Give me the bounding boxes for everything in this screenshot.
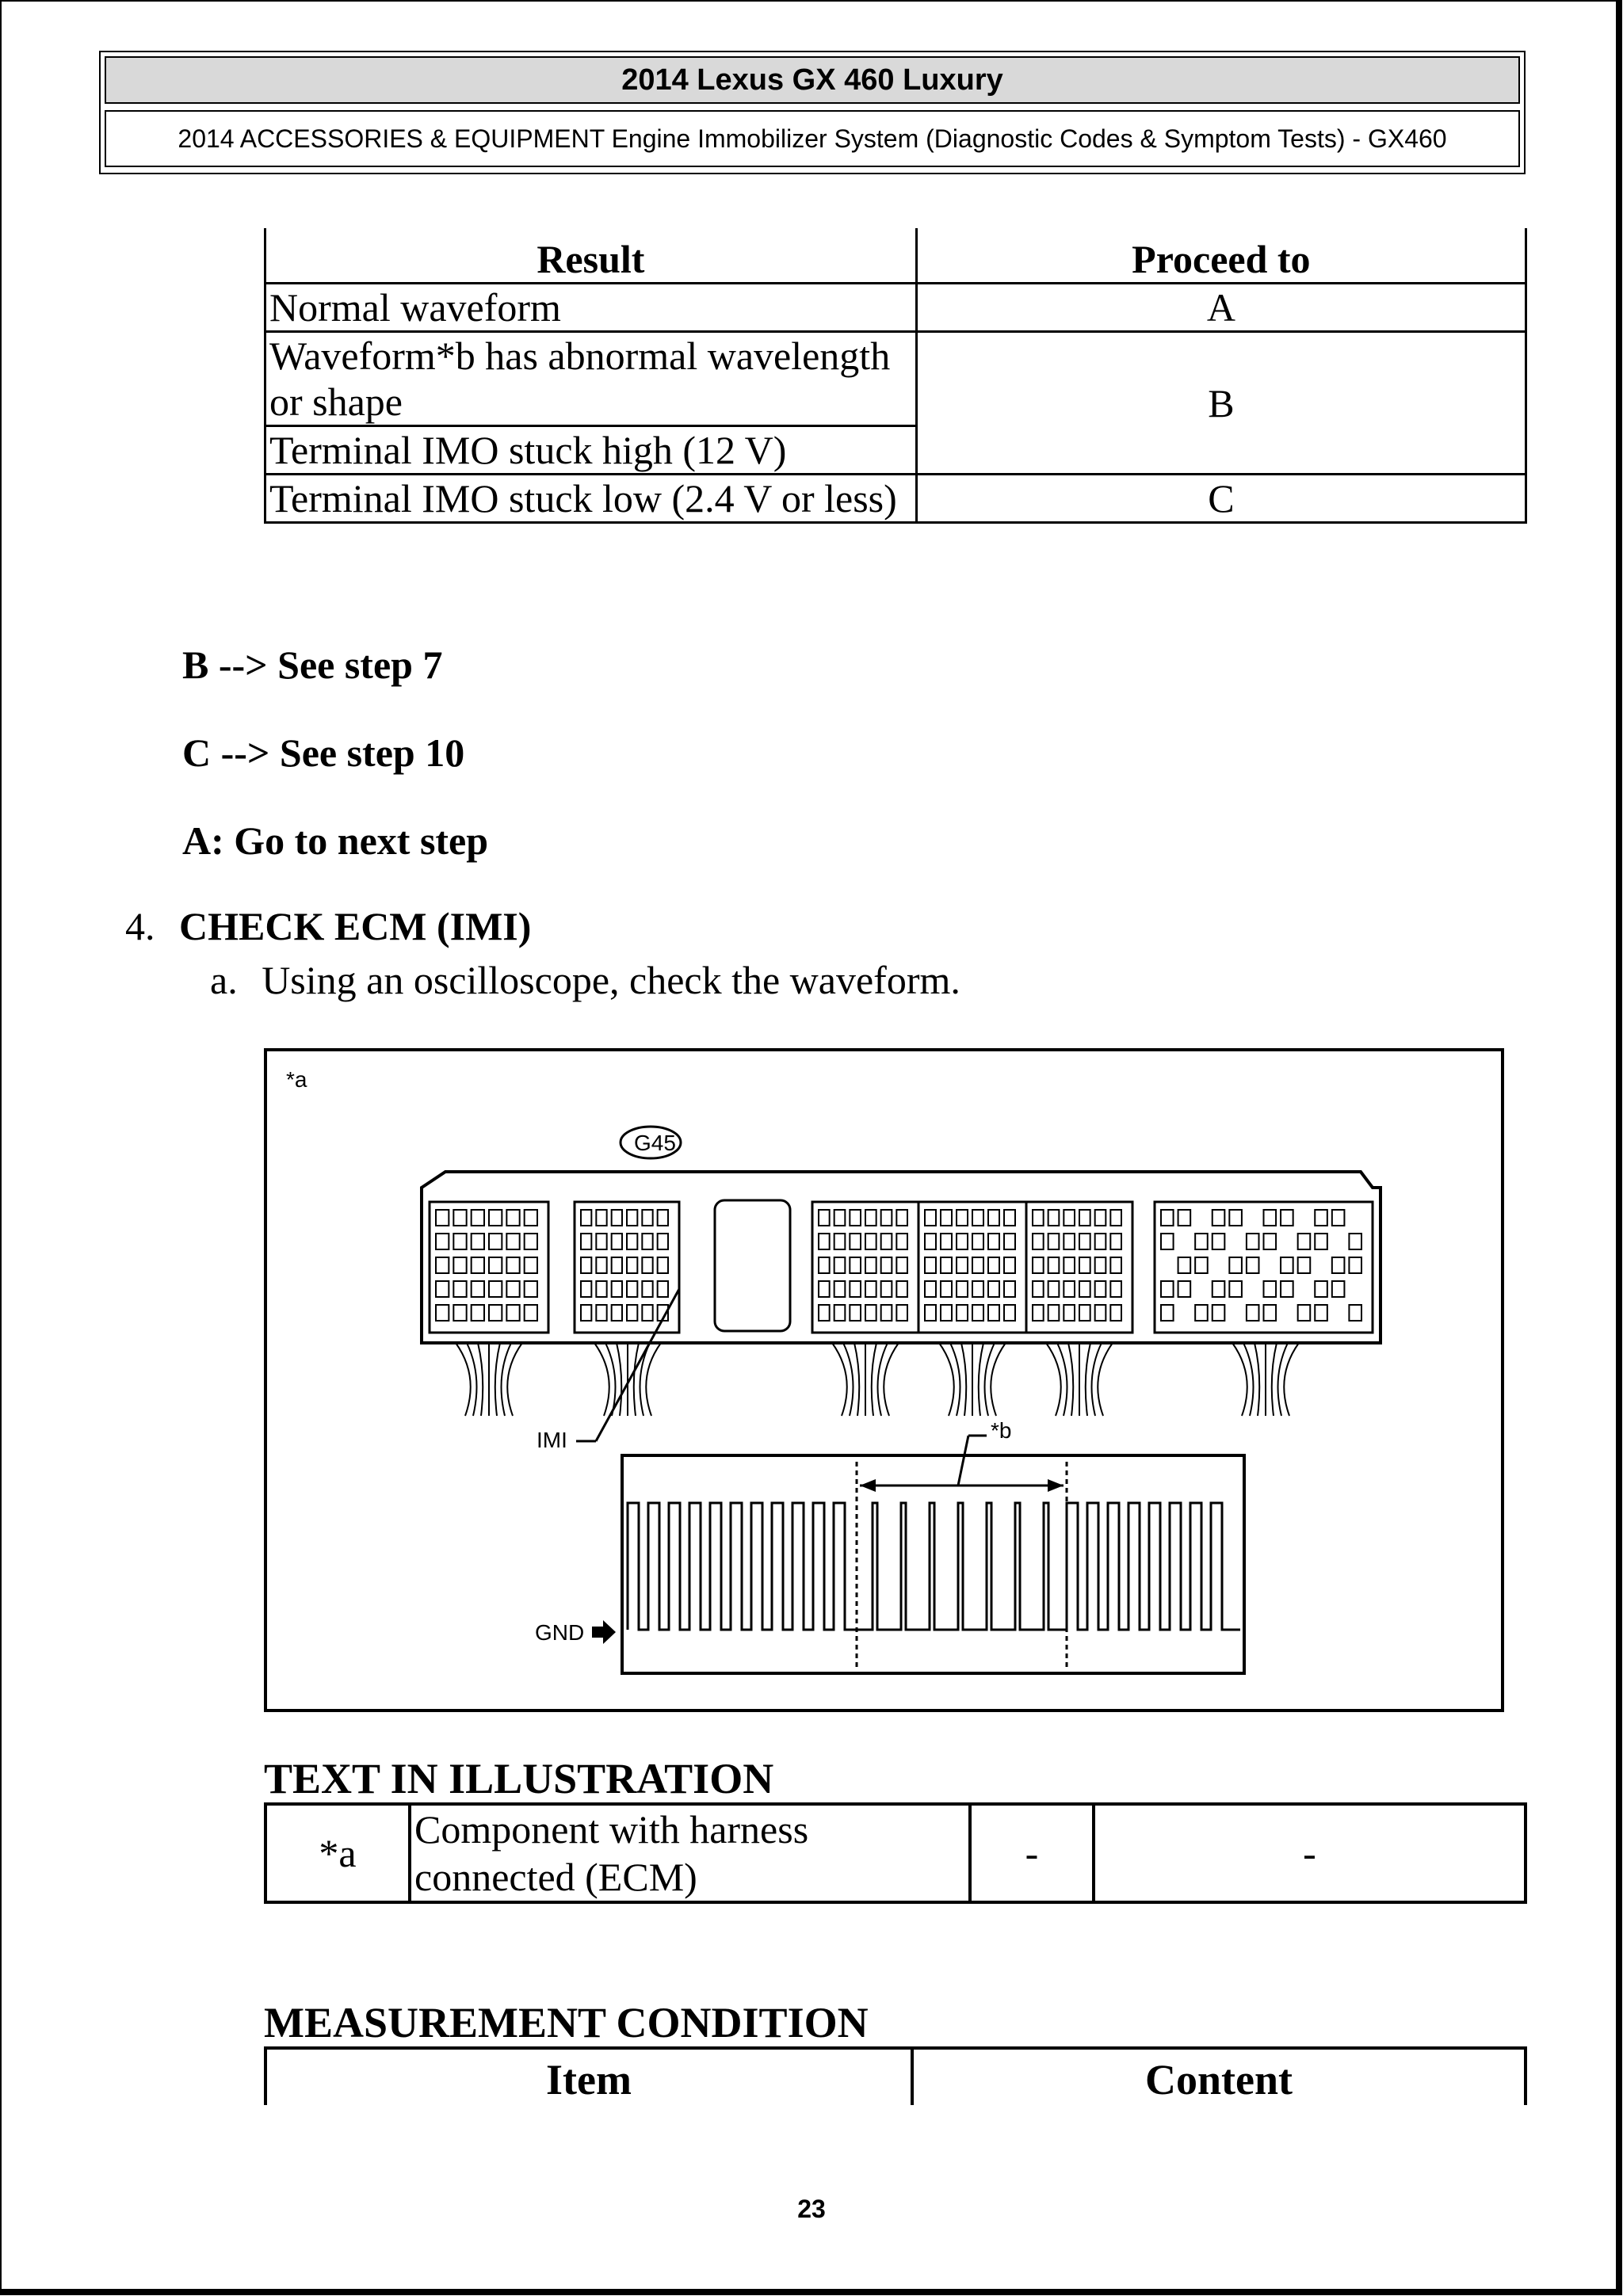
- connector-pin: [627, 1281, 637, 1297]
- harness-wire: [456, 1343, 471, 1416]
- connector-pin: [658, 1234, 668, 1249]
- connector-pin: [1264, 1234, 1277, 1249]
- connector-pin: [1212, 1305, 1225, 1321]
- harness-wire: [1046, 1343, 1061, 1416]
- connector-pin: [1315, 1234, 1327, 1249]
- connector-pin: [453, 1210, 466, 1226]
- connector-pin: [525, 1257, 537, 1273]
- col3-cell: -: [970, 1804, 1094, 1902]
- connector-pin: [1110, 1210, 1121, 1226]
- connector-pin: [881, 1305, 892, 1321]
- connector-pin: [1247, 1257, 1259, 1273]
- harness-wire: [594, 1343, 609, 1416]
- connector-pin: [957, 1305, 968, 1321]
- connector-pin: [1195, 1257, 1208, 1273]
- connector-pin: [1349, 1305, 1361, 1321]
- connector-pin: [1004, 1234, 1015, 1249]
- connector-pin: [819, 1210, 830, 1226]
- connector-pin: [472, 1305, 484, 1321]
- connector-pin: [834, 1281, 846, 1297]
- connector-pin: [1178, 1210, 1191, 1226]
- text-in-illustration-table: [264, 1802, 1527, 1904]
- connector-pin: [881, 1234, 892, 1249]
- connector-pin: [658, 1281, 668, 1297]
- step-number: 4.: [125, 904, 155, 948]
- connector-pin: [865, 1257, 876, 1273]
- connector-pin: [627, 1305, 637, 1321]
- connector-pin: [472, 1234, 484, 1249]
- text-in-illustration-title: TEXT IN ILLUSTRATION: [264, 1755, 774, 1802]
- connector-pin: [1110, 1281, 1121, 1297]
- connector-pin: [489, 1210, 502, 1226]
- harness-wire: [1284, 1343, 1299, 1416]
- connector-pin: [1048, 1257, 1060, 1273]
- connector-pin: [525, 1281, 537, 1297]
- connector-pin: [525, 1305, 537, 1321]
- harness-wire: [646, 1343, 661, 1416]
- connector-pin: [1264, 1305, 1277, 1321]
- connector-pin: [627, 1234, 637, 1249]
- connector-pin: [1247, 1305, 1259, 1321]
- connector-pin: [1161, 1305, 1174, 1321]
- connector-pin: [941, 1257, 952, 1273]
- branch-a: A: Go to next step: [182, 818, 489, 863]
- connector-pin: [453, 1257, 466, 1273]
- connector-pin: [988, 1210, 999, 1226]
- connector-pin: [1281, 1210, 1293, 1226]
- connector-pin: [596, 1281, 606, 1297]
- connector-pin: [941, 1234, 952, 1249]
- connector-pin: [453, 1305, 466, 1321]
- connector-pin: [896, 1257, 907, 1273]
- table-row: [265, 332, 1526, 426]
- connector-pin: [925, 1210, 936, 1226]
- connector-pin: [1298, 1234, 1311, 1249]
- item-header: Item: [265, 2048, 912, 2105]
- harness-wire: [979, 1343, 983, 1416]
- connector-pin: [1033, 1281, 1044, 1297]
- connector-pin: [1315, 1281, 1327, 1297]
- connector-pin: [1079, 1234, 1090, 1249]
- connector-pin: [1095, 1281, 1106, 1297]
- connector-pin: [1281, 1257, 1293, 1273]
- connector-pin: [850, 1210, 861, 1226]
- connector-pin: [506, 1281, 519, 1297]
- connector-pin: [1064, 1210, 1075, 1226]
- connector-pin: [1229, 1210, 1242, 1226]
- connector-pin: [642, 1281, 652, 1297]
- connector-pin: [1033, 1257, 1044, 1273]
- connector-pin: [1349, 1234, 1361, 1249]
- proceed-cell: B: [916, 332, 1526, 475]
- connector-pin: [1110, 1305, 1121, 1321]
- connector-pin: [506, 1257, 519, 1273]
- connector-pin: [834, 1234, 846, 1249]
- connector-pin: [525, 1210, 537, 1226]
- harness-wire: [1068, 1343, 1073, 1416]
- connector-pin: [1064, 1281, 1075, 1297]
- connector-pin: [925, 1234, 936, 1249]
- connector-pin: [1095, 1305, 1106, 1321]
- connector-pin: [1332, 1210, 1345, 1226]
- connector-pin: [1048, 1305, 1060, 1321]
- connector-pin: [1264, 1281, 1277, 1297]
- connector-pin: [525, 1234, 537, 1249]
- connector-pin: [834, 1305, 846, 1321]
- connector-pin: [972, 1234, 983, 1249]
- connector-pin: [896, 1210, 907, 1226]
- connector-pin: [865, 1281, 876, 1297]
- connector-pin: [925, 1305, 936, 1321]
- connector-pin: [436, 1257, 449, 1273]
- connector-label: G45: [634, 1131, 676, 1155]
- connector-pin: [896, 1281, 907, 1297]
- harness-wire: [1232, 1343, 1247, 1416]
- connector-pin: [1110, 1234, 1121, 1249]
- measurement-title: MEASUREMENT CONDITION: [264, 1999, 869, 2046]
- connector-pin: [941, 1305, 952, 1321]
- connector-pin: [941, 1281, 952, 1297]
- harness-wire: [832, 1343, 847, 1416]
- connector-pin: [1195, 1305, 1208, 1321]
- connector-pin: [957, 1210, 968, 1226]
- connector-pin: [1004, 1305, 1015, 1321]
- connector-pin: [1004, 1281, 1015, 1297]
- result-cell: Terminal IMO stuck low (2.4 V or less): [265, 475, 917, 523]
- substep-letter: a.: [210, 958, 238, 1002]
- connector-pin: [865, 1305, 876, 1321]
- connector-pin: [642, 1257, 652, 1273]
- connector-pin: [472, 1281, 484, 1297]
- connector-pin: [436, 1305, 449, 1321]
- result-table: [264, 228, 1527, 524]
- branch-c: C --> See step 10: [182, 730, 465, 775]
- connector-pin: [581, 1210, 591, 1226]
- connector-pin: [1298, 1257, 1311, 1273]
- connector-pin: [1281, 1281, 1293, 1297]
- col4-cell: -: [1094, 1804, 1526, 1902]
- connector-pin: [436, 1281, 449, 1297]
- connector-pin: [819, 1234, 830, 1249]
- key-cell: *a: [265, 1804, 410, 1902]
- connector-pin: [881, 1257, 892, 1273]
- connector-pin: [1079, 1305, 1090, 1321]
- connector-pin: [925, 1281, 936, 1297]
- connector-pin: [453, 1281, 466, 1297]
- connector-pin: [834, 1257, 846, 1273]
- document-title: 2014 Lexus GX 460 Luxury: [105, 56, 1520, 104]
- result-cell: Waveform*b has abnormal wavelength or shape: [265, 332, 917, 426]
- connector-pin: [612, 1257, 622, 1273]
- harness-wire: [495, 1343, 500, 1416]
- connector-pin: [472, 1210, 484, 1226]
- connector-pin: [581, 1257, 591, 1273]
- connector-pin: [1247, 1234, 1259, 1249]
- connector-pin: [1048, 1210, 1060, 1226]
- connector-pin: [596, 1257, 606, 1273]
- substep: [210, 957, 960, 1003]
- connector-pin: [819, 1281, 830, 1297]
- connector-pin: [1064, 1234, 1075, 1249]
- connector-pin: [1178, 1257, 1191, 1273]
- connector-pin: [1110, 1257, 1121, 1273]
- connector-pin: [1332, 1257, 1345, 1273]
- connector-pin: [1033, 1305, 1044, 1321]
- connector-pin: [850, 1257, 861, 1273]
- harness-wire: [634, 1343, 639, 1416]
- connector-pin: [1048, 1234, 1060, 1249]
- connector-housing: [715, 1200, 790, 1331]
- connector-pin: [612, 1305, 622, 1321]
- connector-pin: [642, 1210, 652, 1226]
- connector-pin: [612, 1281, 622, 1297]
- connector-pin: [489, 1281, 502, 1297]
- connector-pin: [988, 1281, 999, 1297]
- connector-pin: [1095, 1234, 1106, 1249]
- connector-pin: [988, 1305, 999, 1321]
- connector-pin: [596, 1234, 606, 1249]
- connector-pin: [1212, 1210, 1225, 1226]
- connector-pin: [612, 1234, 622, 1249]
- connector-pin: [865, 1210, 876, 1226]
- connector-pin: [881, 1281, 892, 1297]
- connector-pin: [1161, 1281, 1174, 1297]
- connector-pin: [1349, 1257, 1361, 1273]
- harness-wire: [1086, 1343, 1090, 1416]
- connector-pin: [957, 1234, 968, 1249]
- connector-pin: [850, 1305, 861, 1321]
- harness-wires: [456, 1343, 1299, 1416]
- connector-pin: [972, 1257, 983, 1273]
- connector-pin: [436, 1234, 449, 1249]
- connector-pin: [658, 1257, 668, 1273]
- desc-cell: Component with harness connected (ECM): [410, 1804, 970, 1902]
- connector-pin: [941, 1210, 952, 1226]
- connector-pin: [881, 1210, 892, 1226]
- connector-pin: [1004, 1257, 1015, 1273]
- document-header: [99, 51, 1526, 174]
- proceed-cell: C: [916, 475, 1526, 523]
- connector-pin: [1264, 1210, 1277, 1226]
- connector-pin: [581, 1234, 591, 1249]
- harness-wire: [507, 1343, 522, 1416]
- connector-pin: [1178, 1281, 1191, 1297]
- connector-pin: [642, 1234, 652, 1249]
- connector-pin: [453, 1234, 466, 1249]
- connector-pin: [896, 1234, 907, 1249]
- connector-pin: [1079, 1281, 1090, 1297]
- connector-pin: [850, 1234, 861, 1249]
- label-a: *a: [286, 1067, 307, 1092]
- result-cell: Terminal IMO stuck high (12 V): [265, 426, 917, 475]
- connector-pin: [1004, 1210, 1015, 1226]
- connector-pin: [1229, 1281, 1242, 1297]
- connector-pin: [957, 1281, 968, 1297]
- harness-wire: [617, 1343, 621, 1416]
- measurement-table: [264, 2046, 1527, 2105]
- connector-pin: [1079, 1257, 1090, 1273]
- connector-pin: [1195, 1234, 1208, 1249]
- harness-wire: [1272, 1343, 1277, 1416]
- connector-pin: [1298, 1305, 1311, 1321]
- imi-label: IMI: [537, 1428, 567, 1452]
- connector-pin: [489, 1234, 502, 1249]
- connector-pin: [1064, 1305, 1075, 1321]
- connector-pin: [988, 1257, 999, 1273]
- connector-pin: [1048, 1281, 1060, 1297]
- waveform-trace: [628, 1503, 1240, 1630]
- connector-pin: [1064, 1257, 1075, 1273]
- connector-pin: [957, 1257, 968, 1273]
- label-b: *b: [991, 1418, 1012, 1443]
- connector-pin: [819, 1257, 830, 1273]
- connector-pin: [1161, 1210, 1174, 1226]
- page-number: 23: [797, 2195, 826, 2223]
- connector-pin: [596, 1305, 606, 1321]
- harness-wire: [1254, 1343, 1259, 1416]
- connector-pin: [612, 1210, 622, 1226]
- connector-pin: [627, 1210, 637, 1226]
- harness-wire: [884, 1343, 899, 1416]
- connector-pin: [489, 1257, 502, 1273]
- connector-pin: [1033, 1234, 1044, 1249]
- connector-pin: [988, 1234, 999, 1249]
- proceed-cell: A: [916, 284, 1526, 332]
- connector-pin: [865, 1234, 876, 1249]
- connector-pin: [925, 1257, 936, 1273]
- table-row: [265, 475, 1526, 523]
- illustration-svg: [267, 1051, 1501, 1709]
- connector-pin: [972, 1281, 983, 1297]
- harness-wire: [991, 1343, 1006, 1416]
- connector-pin: [489, 1305, 502, 1321]
- connector-pin: [850, 1281, 861, 1297]
- connector-pin: [1161, 1234, 1174, 1249]
- content-header: Content: [912, 2048, 1526, 2105]
- harness-wire: [854, 1343, 859, 1416]
- connector-pin: [658, 1210, 668, 1226]
- connector-pin: [1079, 1210, 1090, 1226]
- proceed-header: Proceed to: [916, 228, 1526, 284]
- connector-pin: [642, 1305, 652, 1321]
- table-row: [265, 284, 1526, 332]
- connector-pin: [1229, 1257, 1242, 1273]
- harness-wire: [478, 1343, 483, 1416]
- connector-pin: [1212, 1281, 1225, 1297]
- connector-pin: [1095, 1210, 1106, 1226]
- substep-text: Using an oscilloscope, check the waveform.: [262, 958, 960, 1002]
- gnd-arrow-icon: [592, 1620, 616, 1644]
- harness-wire: [872, 1343, 876, 1416]
- harness-wire: [1098, 1343, 1113, 1416]
- connector-pin: [819, 1305, 830, 1321]
- result-cell: Normal waveform: [265, 284, 917, 332]
- connector-pin: [581, 1281, 591, 1297]
- branch-b: B --> See step 7: [182, 643, 443, 687]
- connector-pin: [472, 1257, 484, 1273]
- connector-pin: [581, 1305, 591, 1321]
- connector-pin: [1033, 1210, 1044, 1226]
- harness-wire: [961, 1343, 966, 1416]
- connector-pin: [596, 1210, 606, 1226]
- connector-pin: [627, 1257, 637, 1273]
- table-row: [265, 1804, 1526, 1902]
- result-header: Result: [265, 228, 917, 284]
- connector-pin: [1212, 1234, 1225, 1249]
- harness-wire: [939, 1343, 954, 1416]
- connector-pin: [834, 1210, 846, 1226]
- connector-pin: [896, 1305, 907, 1321]
- connector-pin: [436, 1210, 449, 1226]
- connector-pin: [1315, 1210, 1327, 1226]
- connector-pin: [1315, 1305, 1327, 1321]
- connector-pin: [1095, 1257, 1106, 1273]
- gnd-label: GND: [535, 1620, 585, 1645]
- step-title: CHECK ECM (IMI): [179, 904, 532, 948]
- connector-pin: [972, 1305, 983, 1321]
- ecm-waveform-illustration: [264, 1048, 1504, 1712]
- connector-pin: [506, 1234, 519, 1249]
- connector-pin: [506, 1305, 519, 1321]
- connector-pin: [1332, 1281, 1345, 1297]
- step-heading: [125, 903, 531, 949]
- connector-pin: [972, 1210, 983, 1226]
- connector-blocks: [430, 1200, 1373, 1333]
- document-subtitle: 2014 ACCESSORIES & EQUIPMENT Engine Immobilizer System (Diagnostic Codes & Symptom Tests) - GX460: [105, 110, 1520, 167]
- connector-pin: [506, 1210, 519, 1226]
